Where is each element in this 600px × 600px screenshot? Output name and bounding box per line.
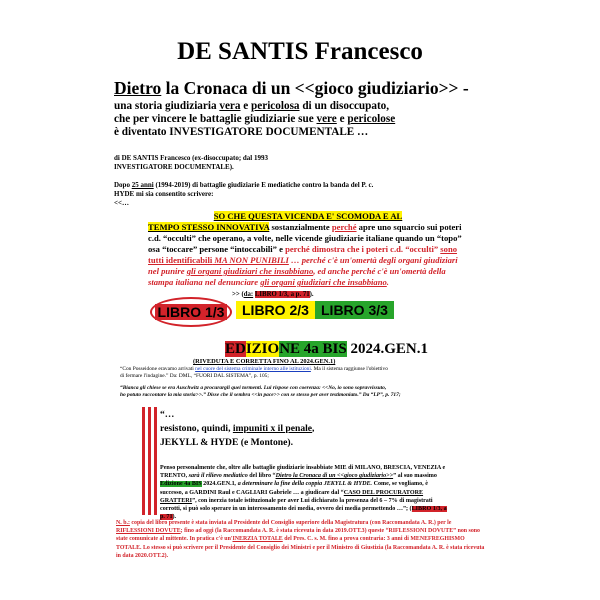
quote2-dots: “… <box>160 409 175 420</box>
libro-2-3-button[interactable]: LIBRO 2/3 <box>236 301 315 319</box>
quote-text: sostanzialmente <box>269 222 332 232</box>
nb-inerzia: INERZIA TOTALE <box>232 536 283 543</box>
quote-red-italic: gli organi giudiziari che insabbiano <box>260 277 387 287</box>
body-text: ). <box>172 514 177 521</box>
quote-highlight-line <box>148 211 468 222</box>
body-text: 2024.GEN.1 <box>201 481 235 488</box>
quote-red-underlined: sono tutti identificabili <box>148 244 458 265</box>
subtitle-line-1 <box>114 100 389 112</box>
nb-text: Lo stesso si può scrivere per il Presidente del Consiglio dei Ministri e per il Ministro di Giustizia (la Raccomandata A. R. è stata ricevuta in data 2020.OTT.2). <box>116 544 485 559</box>
subtitle-vera: vera <box>219 100 241 112</box>
nb-text: del Pres. C. s. M. fino a prova contraria: 3 anni di MENEFREGHISMO TOTALE. <box>116 536 465 551</box>
quote2-text: , <box>312 423 315 434</box>
author-line-1: di DE SANTIS Francesco (ex-disoccupato; dal 1993 <box>114 154 269 162</box>
edition-izio: IZIO <box>245 341 280 357</box>
nb-text: ; fino ad oggi (la Raccomandata A. R. è stata ricevuta in data 2019.OTT.3) queste “RIFLESSIONI DOVUTE” non sono state comunicate al mittente. In pratica c'è un' <box>116 528 481 543</box>
body-text: del libro “ <box>247 473 276 480</box>
subtitle-text: e <box>336 113 348 125</box>
body-gratteri: CASO DEL PROCURATORE GRATTERI <box>160 489 424 504</box>
intro-text: (1994-2019) di battaglie giudiziarie E mediatiche contro la banda del P. c. <box>153 181 374 189</box>
edition-revision-note: (RIVEDUTA E CORRETTA FINO AL 2024.GEN.1) <box>193 358 336 365</box>
citation-2-line-2: ho potuto raccontare la mia storia>>.” Disse che il sembra <<in pace>> con se stesso per aver testimoniato.” Da “LP”, p. 717; <box>120 392 401 398</box>
libro-source-reference <box>232 291 314 298</box>
quote-text: apre uno squarcio sui poteri c.d. “occulti” che operano, a volte, nelle vicende giudiziarie italiane quando un “topo” osa “toccare” persone “intoccabili” e <box>148 222 462 254</box>
nb-text: copia del libro presente è stata inviata al Presidente del Consiglio superiore della Magistratura (con Raccomandata A. R.) per le <box>129 520 452 526</box>
quote-red-italic: MA NON PUNIBILI <box>212 255 289 265</box>
body-text: ”, con inerzia totale istituzionale per aver Lui dichiarato la presenza del 6 – 7% di magistrati corrotti, si può solo sperare in un interessamento dei media, ovvero dei media permettendo …”; ( <box>160 497 433 513</box>
citation-text: “Con Posseidone eravamo arrivati <box>120 366 196 372</box>
ref-text: >> ( <box>232 291 244 298</box>
quote-red-italic: . <box>386 277 389 287</box>
citation-text: . Ma il sistema raggiunse l'obiettivo <box>310 366 388 372</box>
quote2-body <box>160 464 450 521</box>
author-line-2: INVESTIGATORE DOCUMENTALE). <box>114 163 234 171</box>
quote-highlight-1: SO CHE QUESTA VICENDA E' SCOMODA E AL <box>213 211 403 221</box>
nota-bene <box>116 519 486 560</box>
subtitle-text: e <box>240 100 252 112</box>
edition-ed: ED <box>225 341 246 357</box>
subtitle-pericolose: pericolose <box>347 113 396 125</box>
ref-da: da: <box>243 291 254 298</box>
quote-perche: perché <box>331 222 357 232</box>
subtitle-pericolosa: pericolosa <box>251 100 300 112</box>
body-text: Penso personalmente che, oltre alle battaglie giudiziarie insabbiate MIE di MILANO, BRESCIA, VENEZIA e TRENTO, <box>160 465 446 480</box>
author-title: DE SANTIS Francesco <box>177 38 423 65</box>
intro-text: Dopo <box>114 181 132 189</box>
subtitle-text: di un disoccupato, <box>299 100 390 112</box>
quote-red-italic: , ed anche perché c'è un'omertà della stampa italiana nel denunciare <box>148 266 446 287</box>
subtitle-text: che per vincere le battaglie giudiziarie sue <box>114 113 317 125</box>
quote-highlight-2: TEMPO STESSO INNOVATIVA <box>148 222 270 232</box>
subtitle-vere: vere <box>316 113 337 125</box>
citation-1-line-2: di fermare l'indagine.” Da: DML, “FUORI DAL SISTEMA”, p. 105; <box>120 373 269 379</box>
body-book-title: Dietro la Cronaca di un <<gioco giudiziario>> <box>275 473 394 480</box>
quote2-text: resistono, quindi, <box>160 423 233 434</box>
body-text: ” al suo massimo <box>393 473 437 480</box>
citation-1-line-1 <box>120 366 388 372</box>
edition-title <box>225 341 428 358</box>
nb-riflessioni: RIFLESSIONI DOVUTE <box>116 528 181 535</box>
quote2-line-1 <box>160 423 314 434</box>
intro-line-2: HYDE mi sia consentito scrivere: <box>114 190 214 198</box>
body-italic: sarà il rilievo mediatico <box>188 473 248 480</box>
intro-line-3: <<… <box>114 199 129 207</box>
intro-anni: 25 anni <box>131 181 154 189</box>
body-libro-link[interactable]: LIBRO 1/3, a p. 71 <box>160 506 447 521</box>
ref-text: ). <box>309 291 314 298</box>
libro-1-3-button[interactable] <box>150 297 232 327</box>
headline-rest: la Cronaca di un <<gioco giudiziario>> - <box>161 78 469 98</box>
red-bar <box>142 407 145 515</box>
ref-libro-link[interactable]: LIBRO 1/3, a p. 71 <box>254 291 310 298</box>
quote-red-italic: gli organi giudiziari che insabbiano <box>186 266 314 276</box>
body-text: Come, se vogliamo, è successo, a GARDINI Raul e CAGLIARI Gabriele … a giudicare dal “ <box>160 481 428 496</box>
nb-label: N. b.: <box>116 520 130 526</box>
body-edition-highlight: Edizione 4a BIS <box>160 481 202 488</box>
libro-3-3-button[interactable]: LIBRO 3/3 <box>315 301 394 319</box>
quote2-impuniti: impuniti x il penale <box>232 423 313 434</box>
body-italic: , a determinare la fine della coppia JEKYLL & HYDE. <box>234 481 373 488</box>
subtitle-line-3: è diventato INVESTIGATORE DOCUMENTALE … <box>114 126 369 138</box>
citation-link[interactable]: nel cuore del sistema criminale interno alle istituzioni <box>195 366 311 372</box>
citation-2-line-1: “Bianca gli chiese se era Auschwitz a procurargli quei tormenti. Lui rispose con coerenza: <<No, io sono sopravvissuto, <box>120 385 387 391</box>
red-bar <box>154 407 157 515</box>
red-bar <box>148 407 151 515</box>
libro-1-3-label: LIBRO 1/3 <box>155 304 228 320</box>
subtitle-text: una storia giudiziaria <box>114 100 220 112</box>
quote2-line-2: JEKYLL & HYDE (e Montone). <box>160 437 293 448</box>
headline-dietro: Dietro <box>114 78 162 98</box>
edition-date: 2024.GEN.1 <box>346 341 428 357</box>
subtitle-line-2 <box>114 113 395 125</box>
intro-line-1 <box>114 181 373 189</box>
book-headline <box>114 78 469 99</box>
quote-paragraph <box>148 211 468 288</box>
quote-red-italic: … perché c'è un'omertà degli organi giudiziari nel punire <box>148 255 458 276</box>
quote-red-text: perché dimostra che i poteri c.d. “occulti” <box>285 244 441 254</box>
edition-ne: NE 4a BIS <box>279 341 347 357</box>
